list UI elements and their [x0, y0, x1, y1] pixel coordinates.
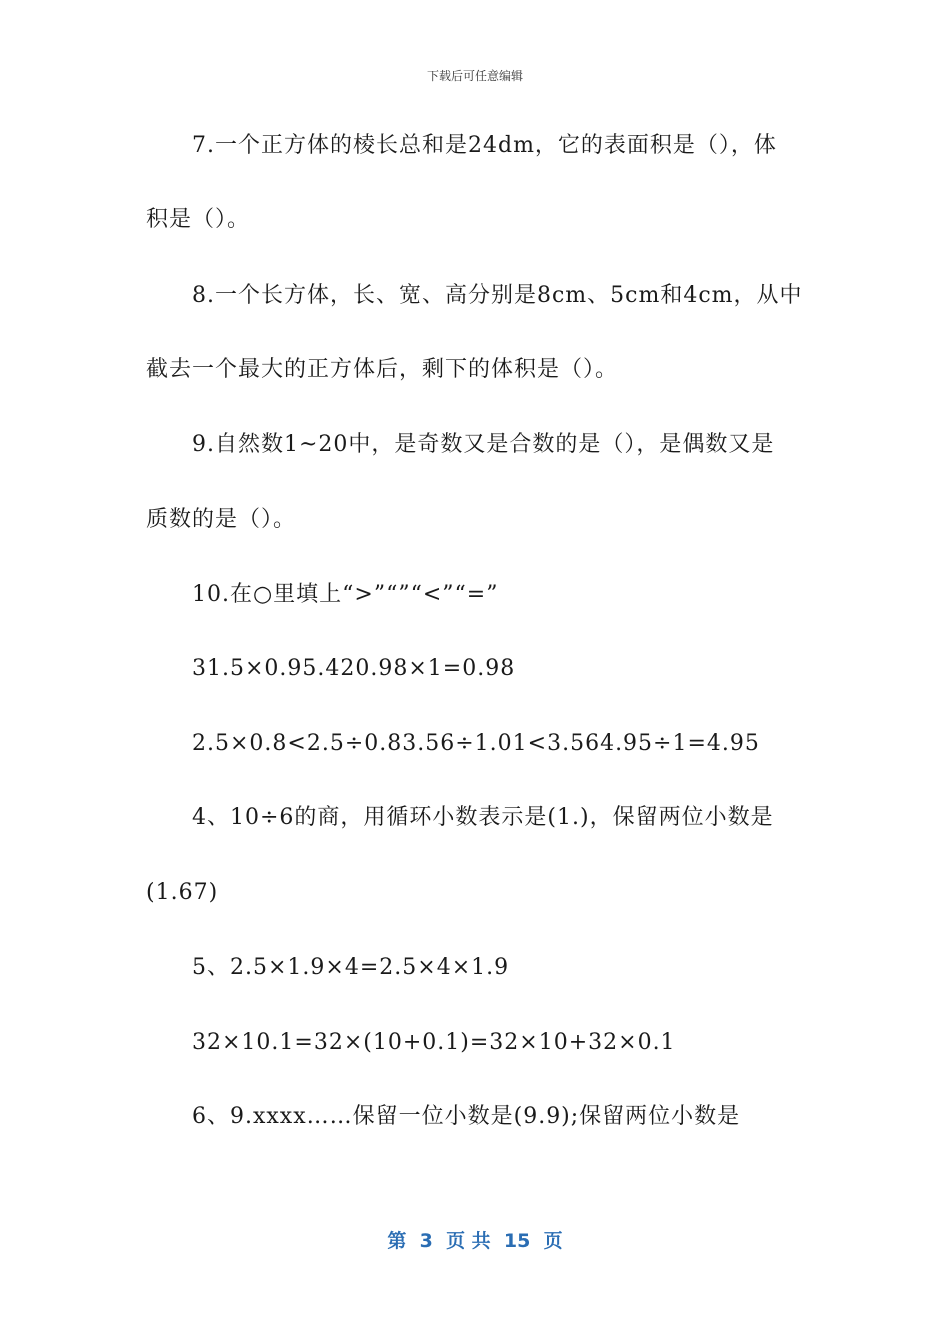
answer-5-line-2: 32×10.1=32×(10+0.1)=32×10+32×0.1 [192, 1030, 676, 1055]
answer-4-line-1: 4、10÷6的商，用循环小数表示是(1.)，保留两位小数是 [192, 805, 774, 830]
answer-line-2: 2.5×0.8<2.5÷0.83.56÷1.01<3.564.95÷1=4.95 [192, 731, 760, 756]
answer-5-line-1: 5、2.5×1.9×4=2.5×4×1.9 [192, 955, 510, 980]
answer-6-line: 6、9.xxxx……保留一位小数是(9.9);保留两位小数是 [192, 1104, 741, 1129]
question-7-line-1: 7.一个正方体的棱长总和是24dm，它的表面积是（），体 [192, 133, 777, 158]
question-8-line-2: 截去一个最大的正方体后，剩下的体积是（）。 [146, 357, 619, 382]
question-7-line-2: 积是（）。 [146, 207, 251, 232]
answer-line-1: 31.5×0.95.420.98×1=0.98 [192, 656, 516, 681]
page-header: 下载后可任意编辑 [426, 69, 523, 83]
page-footer: 第 3 页 共 15 页 [387, 1230, 563, 1252]
answer-4-line-2: (1.67) [146, 880, 219, 905]
question-10-line: 10.在○里填上“>”“”“<”“=” [192, 582, 499, 607]
question-9-line-2: 质数的是（）。 [146, 507, 297, 532]
question-9-line-1: 9.自然数1~20中，是奇数又是合数的是（），是偶数又是 [192, 432, 775, 457]
question-8-line-1: 8.一个长方体，长、宽、高分别是8cm、5cm和4cm，从中 [192, 283, 803, 308]
